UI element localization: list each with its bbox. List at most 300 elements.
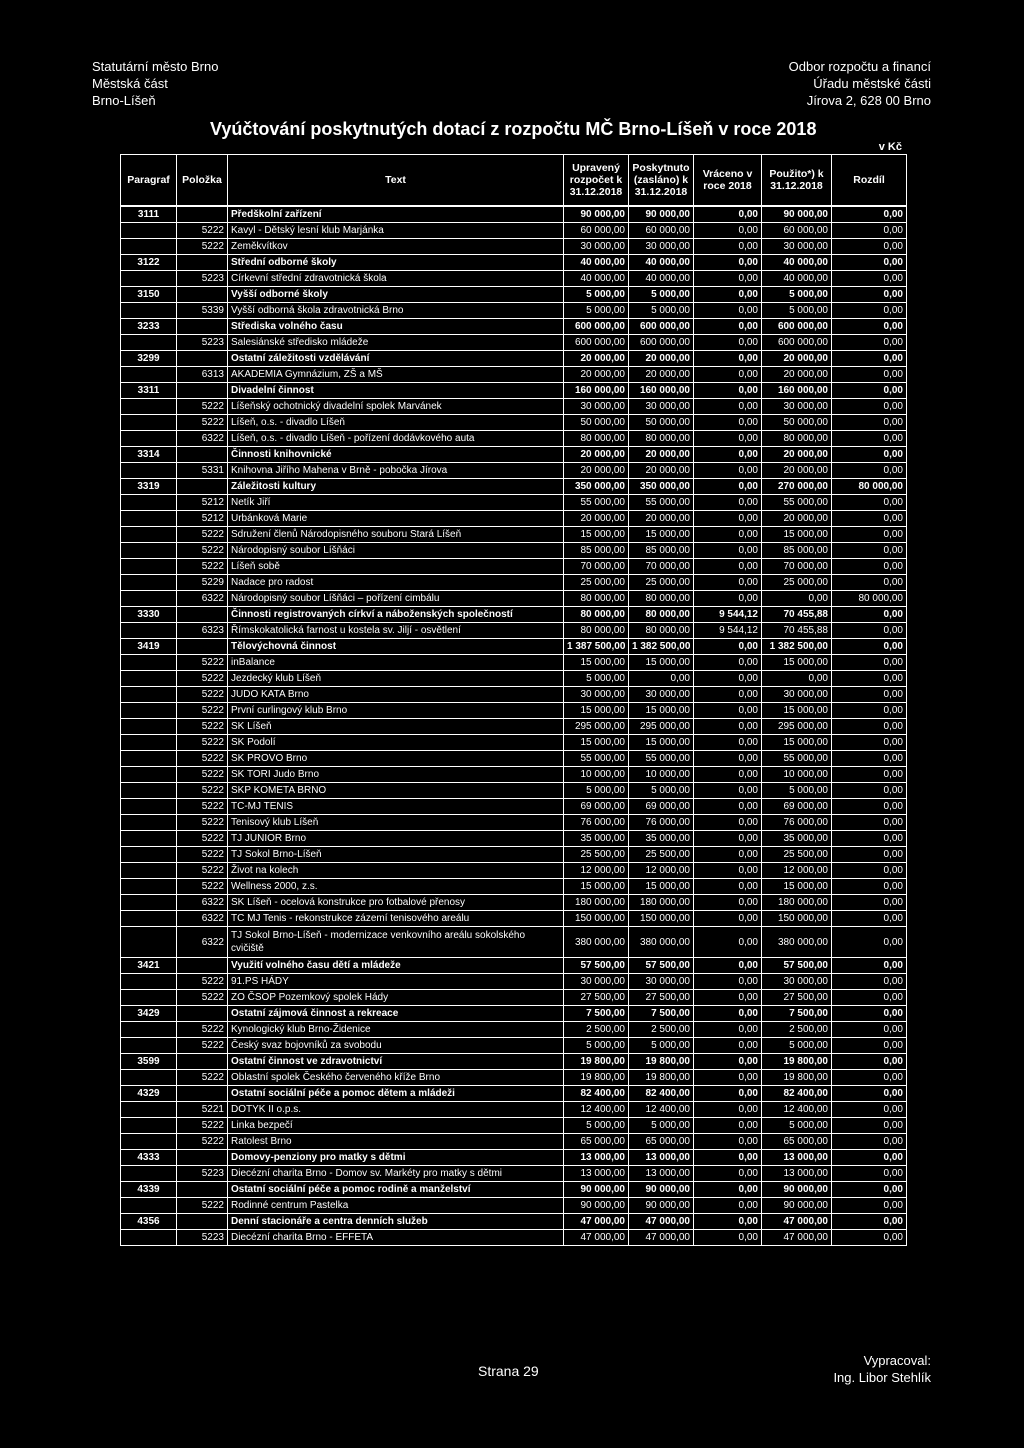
cell-text: Oblastní spolek Českého červeného kříže Brno	[228, 1070, 564, 1086]
cell-vraceno: 0,00	[694, 974, 762, 990]
table-row	[121, 879, 907, 895]
cell-rozdil: 0,00	[832, 1230, 907, 1246]
cell-paragraf: 3233	[121, 319, 177, 335]
cell-text: Líšeňský ochotnický divadelní spolek Marvánek	[228, 399, 564, 415]
cell-polozka	[177, 1150, 228, 1166]
cell-pouzito: 15 000,00	[762, 655, 832, 671]
cell-paragraf	[121, 687, 177, 703]
cell-text: Jezdecký klub Líšeň	[228, 671, 564, 687]
cell-poskytnuto: 20 000,00	[629, 447, 694, 463]
table-row	[121, 239, 907, 255]
cell-paragraf: 3111	[121, 206, 177, 223]
cell-rozdil: 0,00	[832, 1118, 907, 1134]
cell-upraveny: 20 000,00	[564, 447, 629, 463]
cell-polozka: 5222	[177, 799, 228, 815]
cell-text: Tělovýchovná činnost	[228, 639, 564, 655]
cell-vraceno: 0,00	[694, 1134, 762, 1150]
section-row	[121, 1054, 907, 1070]
section-row	[121, 351, 907, 367]
cell-vraceno: 0,00	[694, 719, 762, 735]
cell-polozka: 5222	[177, 863, 228, 879]
cell-vraceno: 0,00	[694, 206, 762, 223]
cell-vraceno: 0,00	[694, 335, 762, 351]
cell-pouzito: 13 000,00	[762, 1166, 832, 1182]
cell-upraveny: 1 387 500,00	[564, 639, 629, 655]
cell-upraveny: 2 500,00	[564, 1022, 629, 1038]
cell-poskytnuto: 10 000,00	[629, 767, 694, 783]
cell-upraveny: 295 000,00	[564, 719, 629, 735]
cell-rozdil: 0,00	[832, 831, 907, 847]
cell-text: Nadace pro radost	[228, 575, 564, 591]
cell-vraceno: 0,00	[694, 575, 762, 591]
cell-rozdil: 0,00	[832, 543, 907, 559]
cell-upraveny: 150 000,00	[564, 911, 629, 927]
cell-paragraf	[121, 463, 177, 479]
cell-vraceno: 0,00	[694, 1198, 762, 1214]
cell-poskytnuto: 30 000,00	[629, 239, 694, 255]
cell-vraceno: 0,00	[694, 591, 762, 607]
cell-text: Linka bezpečí	[228, 1118, 564, 1134]
cell-text: Záležitosti kultury	[228, 479, 564, 495]
cell-upraveny: 380 000,00	[564, 927, 629, 958]
cell-poskytnuto: 2 500,00	[629, 1022, 694, 1038]
cell-polozka: 5222	[177, 735, 228, 751]
section-row	[121, 287, 907, 303]
cell-paragraf	[121, 511, 177, 527]
cell-vraceno: 0,00	[694, 303, 762, 319]
cell-text: Domovy-penziony pro matky s dětmi	[228, 1150, 564, 1166]
header-right-line: Úřadu městské části	[813, 76, 931, 91]
cell-paragraf	[121, 895, 177, 911]
cell-poskytnuto: 90 000,00	[629, 1182, 694, 1198]
cell-pouzito: 25 500,00	[762, 847, 832, 863]
cell-upraveny: 12 000,00	[564, 863, 629, 879]
cell-pouzito: 0,00	[762, 671, 832, 687]
cell-paragraf: 3599	[121, 1054, 177, 1070]
cell-text: Denní stacionáře a centra denních služeb	[228, 1214, 564, 1230]
cell-upraveny: 15 000,00	[564, 879, 629, 895]
cell-rozdil: 0,00	[832, 799, 907, 815]
cell-paragraf	[121, 1118, 177, 1134]
cell-rozdil: 0,00	[832, 863, 907, 879]
cell-poskytnuto: 160 000,00	[629, 383, 694, 399]
table-row	[121, 575, 907, 591]
cell-upraveny: 19 800,00	[564, 1070, 629, 1086]
cell-poskytnuto: 15 000,00	[629, 879, 694, 895]
cell-text: Ostatní sociální péče a pomoc rodině a manželství	[228, 1182, 564, 1198]
table-row	[121, 831, 907, 847]
cell-poskytnuto: 80 000,00	[629, 431, 694, 447]
cell-paragraf: 4333	[121, 1150, 177, 1166]
table-row	[121, 671, 907, 687]
cell-poskytnuto: 600 000,00	[629, 335, 694, 351]
cell-upraveny: 90 000,00	[564, 206, 629, 223]
col-header-rozdil: Rozdíl	[832, 155, 907, 207]
cell-polozka: 5222	[177, 415, 228, 431]
cell-polozka: 5222	[177, 1038, 228, 1054]
cell-rozdil: 80 000,00	[832, 479, 907, 495]
cell-upraveny: 19 800,00	[564, 1054, 629, 1070]
cell-upraveny: 5 000,00	[564, 1118, 629, 1134]
cell-upraveny: 25 000,00	[564, 575, 629, 591]
cell-rozdil: 0,00	[832, 351, 907, 367]
cell-rozdil: 0,00	[832, 751, 907, 767]
cell-vraceno: 0,00	[694, 1070, 762, 1086]
cell-rozdil: 0,00	[832, 1150, 907, 1166]
cell-poskytnuto: 90 000,00	[629, 1198, 694, 1214]
cell-paragraf: 3122	[121, 255, 177, 271]
cell-paragraf	[121, 879, 177, 895]
header-left-line: Městská část	[92, 76, 168, 91]
cell-text: Římskokatolická farnost u kostela sv. Jiljí - osvětlení	[228, 623, 564, 639]
cell-poskytnuto: 12 400,00	[629, 1102, 694, 1118]
cell-paragraf: 4356	[121, 1214, 177, 1230]
cell-poskytnuto: 5 000,00	[629, 1118, 694, 1134]
cell-pouzito: 27 500,00	[762, 990, 832, 1006]
cell-polozka	[177, 447, 228, 463]
cell-upraveny: 35 000,00	[564, 831, 629, 847]
cell-upraveny: 5 000,00	[564, 671, 629, 687]
cell-rozdil: 0,00	[832, 639, 907, 655]
cell-poskytnuto: 350 000,00	[629, 479, 694, 495]
cell-vraceno: 0,00	[694, 895, 762, 911]
cell-vraceno: 0,00	[694, 639, 762, 655]
cell-poskytnuto: 380 000,00	[629, 927, 694, 958]
cell-paragraf	[121, 1230, 177, 1246]
cell-pouzito: 47 000,00	[762, 1230, 832, 1246]
section-row	[121, 255, 907, 271]
cell-rozdil: 0,00	[832, 271, 907, 287]
cell-paragraf	[121, 1070, 177, 1086]
cell-text: Ostatní činnost ve zdravotnictví	[228, 1054, 564, 1070]
cell-rozdil: 0,00	[832, 239, 907, 255]
cell-vraceno: 0,00	[694, 1214, 762, 1230]
cell-pouzito: 600 000,00	[762, 319, 832, 335]
cell-pouzito: 60 000,00	[762, 223, 832, 239]
cell-pouzito: 20 000,00	[762, 351, 832, 367]
cell-poskytnuto: 15 000,00	[629, 703, 694, 719]
cell-paragraf	[121, 623, 177, 639]
header-right-line: Jírova 2, 628 00 Brno	[806, 93, 931, 108]
cell-upraveny: 47 000,00	[564, 1230, 629, 1246]
cell-pouzito: 20 000,00	[762, 367, 832, 383]
table-row	[121, 431, 907, 447]
cell-upraveny: 70 000,00	[564, 559, 629, 575]
cell-rozdil: 0,00	[832, 1070, 907, 1086]
cell-polozka: 5223	[177, 271, 228, 287]
cell-pouzito: 57 500,00	[762, 958, 832, 974]
cell-polozka	[177, 383, 228, 399]
cell-upraveny: 85 000,00	[564, 543, 629, 559]
table-row	[121, 1022, 907, 1038]
table-row	[121, 303, 907, 319]
cell-poskytnuto: 20 000,00	[629, 351, 694, 367]
cell-poskytnuto: 25 500,00	[629, 847, 694, 863]
cell-poskytnuto: 5 000,00	[629, 303, 694, 319]
cell-text: TC-MJ TENIS	[228, 799, 564, 815]
cell-paragraf	[121, 751, 177, 767]
cell-upraveny: 90 000,00	[564, 1182, 629, 1198]
cell-pouzito: 40 000,00	[762, 255, 832, 271]
cell-upraveny: 180 000,00	[564, 895, 629, 911]
section-row	[121, 206, 907, 223]
cell-rozdil: 0,00	[832, 559, 907, 575]
cell-rozdil: 0,00	[832, 703, 907, 719]
cell-text: Církevní střední zdravotnická škola	[228, 271, 564, 287]
section-row	[121, 479, 907, 495]
cell-poskytnuto: 27 500,00	[629, 990, 694, 1006]
cell-paragraf	[121, 655, 177, 671]
cell-text: TJ JUNIOR Brno	[228, 831, 564, 847]
table-row	[121, 751, 907, 767]
cell-vraceno: 0,00	[694, 287, 762, 303]
cell-text: 91.PS HÁDY	[228, 974, 564, 990]
cell-text: Národopisný soubor Líšňáci – pořízení cimbálu	[228, 591, 564, 607]
cell-text: Činnosti knihovnické	[228, 447, 564, 463]
cell-polozka: 5222	[177, 703, 228, 719]
cell-polozka: 5222	[177, 543, 228, 559]
cell-polozka: 5212	[177, 511, 228, 527]
cell-rozdil: 0,00	[832, 974, 907, 990]
cell-paragraf	[121, 527, 177, 543]
cell-polozka	[177, 607, 228, 623]
table-row	[121, 974, 907, 990]
col-header-upraveny: Upravený rozpočet k 31.12.2018	[564, 155, 629, 207]
table-row	[121, 767, 907, 783]
cell-poskytnuto: 13 000,00	[629, 1150, 694, 1166]
cell-paragraf: 3314	[121, 447, 177, 463]
cell-paragraf	[121, 223, 177, 239]
cell-rozdil: 0,00	[832, 735, 907, 751]
cell-paragraf	[121, 1022, 177, 1038]
cell-polozka: 5339	[177, 303, 228, 319]
cell-upraveny: 5 000,00	[564, 783, 629, 799]
table-row	[121, 559, 907, 575]
cell-rozdil: 0,00	[832, 847, 907, 863]
cell-text: SK TORI Judo Brno	[228, 767, 564, 783]
cell-poskytnuto: 90 000,00	[629, 206, 694, 223]
cell-polozka	[177, 319, 228, 335]
cell-paragraf	[121, 1198, 177, 1214]
cell-vraceno: 9 544,12	[694, 623, 762, 639]
cell-paragraf	[121, 927, 177, 958]
cell-vraceno: 0,00	[694, 1022, 762, 1038]
cell-poskytnuto: 76 000,00	[629, 815, 694, 831]
cell-upraveny: 15 000,00	[564, 703, 629, 719]
cell-pouzito: 69 000,00	[762, 799, 832, 815]
cell-vraceno: 0,00	[694, 911, 762, 927]
cell-paragraf	[121, 1102, 177, 1118]
cell-upraveny: 5 000,00	[564, 287, 629, 303]
cell-vraceno: 0,00	[694, 1102, 762, 1118]
prepared-name: Ing. Libor Stehlík	[833, 1370, 931, 1385]
cell-upraveny: 82 400,00	[564, 1086, 629, 1102]
cell-text: Činnosti registrovaných církví a náboženských společností	[228, 607, 564, 623]
cell-poskytnuto: 150 000,00	[629, 911, 694, 927]
cell-pouzito: 160 000,00	[762, 383, 832, 399]
cell-polozka: 5223	[177, 1230, 228, 1246]
cell-rozdil: 0,00	[832, 879, 907, 895]
cell-polozka	[177, 1182, 228, 1198]
cell-pouzito: 7 500,00	[762, 1006, 832, 1022]
table-row	[121, 367, 907, 383]
cell-pouzito: 70 455,88	[762, 607, 832, 623]
cell-text: TJ Sokol Brno-Líšeň	[228, 847, 564, 863]
cell-upraveny: 40 000,00	[564, 271, 629, 287]
cell-poskytnuto: 5 000,00	[629, 1038, 694, 1054]
cell-polozka	[177, 479, 228, 495]
cell-text: AKADEMIA Gymnázium, ZŠ a MŠ	[228, 367, 564, 383]
cell-rozdil: 0,00	[832, 1198, 907, 1214]
section-row	[121, 383, 907, 399]
cell-text: SK PROVO Brno	[228, 751, 564, 767]
table-row	[121, 1118, 907, 1134]
cell-rozdil: 0,00	[832, 1102, 907, 1118]
cell-paragraf	[121, 767, 177, 783]
cell-paragraf	[121, 415, 177, 431]
cell-text: Český svaz bojovníků za svobodu	[228, 1038, 564, 1054]
cell-upraveny: 12 400,00	[564, 1102, 629, 1118]
cell-poskytnuto: 60 000,00	[629, 223, 694, 239]
cell-text: Sdružení členů Národopisného souboru Stará Líšeň	[228, 527, 564, 543]
cell-paragraf	[121, 719, 177, 735]
cell-pouzito: 80 000,00	[762, 431, 832, 447]
cell-pouzito: 30 000,00	[762, 974, 832, 990]
cell-poskytnuto: 19 800,00	[629, 1054, 694, 1070]
table-row	[121, 223, 907, 239]
cell-text: Rodinné centrum Pastelka	[228, 1198, 564, 1214]
cell-paragraf: 4329	[121, 1086, 177, 1102]
cell-poskytnuto: 69 000,00	[629, 799, 694, 815]
cell-vraceno: 0,00	[694, 527, 762, 543]
cell-rozdil: 0,00	[832, 447, 907, 463]
cell-text: inBalance	[228, 655, 564, 671]
cell-text: Život na kolech	[228, 863, 564, 879]
cell-vraceno: 0,00	[694, 687, 762, 703]
cell-pouzito: 55 000,00	[762, 751, 832, 767]
cell-rozdil: 0,00	[832, 431, 907, 447]
cell-vraceno: 0,00	[694, 479, 762, 495]
table-row	[121, 1166, 907, 1182]
cell-text: První curlingový klub Brno	[228, 703, 564, 719]
cell-text: Vyšší odborné školy	[228, 287, 564, 303]
cell-rozdil: 0,00	[832, 495, 907, 511]
cell-pouzito: 5 000,00	[762, 303, 832, 319]
cell-polozka	[177, 639, 228, 655]
cell-polozka	[177, 1086, 228, 1102]
table-row	[121, 1038, 907, 1054]
cell-pouzito: 40 000,00	[762, 271, 832, 287]
cell-vraceno: 0,00	[694, 319, 762, 335]
table-row	[121, 335, 907, 351]
cell-polozka: 5222	[177, 687, 228, 703]
cell-rozdil: 0,00	[832, 303, 907, 319]
cell-pouzito: 150 000,00	[762, 911, 832, 927]
cell-rozdil: 0,00	[832, 319, 907, 335]
table-row	[121, 1230, 907, 1246]
cell-pouzito: 30 000,00	[762, 239, 832, 255]
cell-rozdil: 0,00	[832, 1054, 907, 1070]
cell-poskytnuto: 65 000,00	[629, 1134, 694, 1150]
cell-paragraf: 3299	[121, 351, 177, 367]
cell-rozdil: 0,00	[832, 511, 907, 527]
cell-polozka: 6323	[177, 623, 228, 639]
cell-rozdil: 0,00	[832, 655, 907, 671]
cell-poskytnuto: 57 500,00	[629, 958, 694, 974]
cell-polozka: 5222	[177, 815, 228, 831]
cell-poskytnuto: 600 000,00	[629, 319, 694, 335]
cell-rozdil: 0,00	[832, 367, 907, 383]
table-row	[121, 463, 907, 479]
cell-text: Ostatní sociální péče a pomoc dětem a mládeži	[228, 1086, 564, 1102]
col-header-poskytnuto: Poskytnuto (zasláno) k 31.12.2018	[629, 155, 694, 207]
table-row	[121, 655, 907, 671]
cell-poskytnuto: 30 000,00	[629, 974, 694, 990]
cell-vraceno: 0,00	[694, 447, 762, 463]
cell-paragraf	[121, 1166, 177, 1182]
table-row	[121, 911, 907, 927]
cell-vraceno: 0,00	[694, 543, 762, 559]
col-header-paragraf: Paragraf	[121, 155, 177, 207]
section-row	[121, 1150, 907, 1166]
cell-pouzito: 47 000,00	[762, 1214, 832, 1230]
cell-vraceno: 0,00	[694, 783, 762, 799]
section-row	[121, 1182, 907, 1198]
cell-poskytnuto: 20 000,00	[629, 511, 694, 527]
cell-paragraf	[121, 575, 177, 591]
cell-text: Salesiánské středisko mládeže	[228, 335, 564, 351]
cell-upraveny: 15 000,00	[564, 527, 629, 543]
table-row	[121, 415, 907, 431]
cell-vraceno: 0,00	[694, 223, 762, 239]
cell-text: JUDO KATA Brno	[228, 687, 564, 703]
cell-text: Wellness 2000, z.s.	[228, 879, 564, 895]
cell-polozka: 5222	[177, 1134, 228, 1150]
cell-rozdil: 0,00	[832, 463, 907, 479]
cell-poskytnuto: 15 000,00	[629, 735, 694, 751]
prepared-label: Vypracoval:	[863, 1353, 931, 1368]
cell-poskytnuto: 82 400,00	[629, 1086, 694, 1102]
cell-paragraf	[121, 831, 177, 847]
prepared-by	[833, 1352, 931, 1386]
cell-rozdil: 0,00	[832, 575, 907, 591]
cell-pouzito: 85 000,00	[762, 543, 832, 559]
section-row	[121, 639, 907, 655]
cell-upraveny: 600 000,00	[564, 319, 629, 335]
cell-pouzito: 35 000,00	[762, 831, 832, 847]
cell-poskytnuto: 1 382 500,00	[629, 639, 694, 655]
cell-upraveny: 76 000,00	[564, 815, 629, 831]
cell-polozka	[177, 1214, 228, 1230]
cell-pouzito: 50 000,00	[762, 415, 832, 431]
cell-upraveny: 65 000,00	[564, 1134, 629, 1150]
header-left	[92, 58, 218, 109]
cell-text: SK Líšeň - ocelová konstrukce pro fotbalové přenosy	[228, 895, 564, 911]
cell-pouzito: 600 000,00	[762, 335, 832, 351]
table-row	[121, 927, 907, 958]
cell-polozka: 5222	[177, 559, 228, 575]
cell-text: ZO ČSOP Pozemkový spolek Hády	[228, 990, 564, 1006]
cell-vraceno: 0,00	[694, 1118, 762, 1134]
table-row	[121, 815, 907, 831]
cell-vraceno: 9 544,12	[694, 607, 762, 623]
cell-upraveny: 20 000,00	[564, 351, 629, 367]
col-header-polozka: Položka	[177, 155, 228, 207]
cell-pouzito: 19 800,00	[762, 1054, 832, 1070]
cell-rozdil: 0,00	[832, 415, 907, 431]
cell-pouzito: 70 000,00	[762, 559, 832, 575]
cell-paragraf	[121, 863, 177, 879]
